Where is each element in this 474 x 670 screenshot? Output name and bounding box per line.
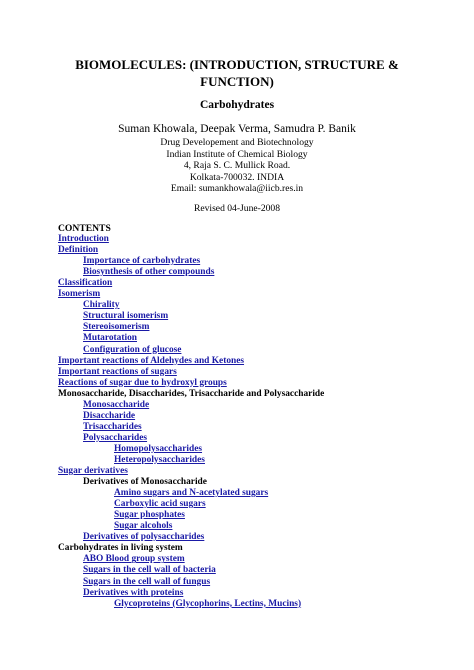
- toc-item[interactable]: [58, 599, 458, 610]
- toc-item[interactable]: [58, 378, 458, 389]
- toc-link[interactable]: Chirality: [83, 300, 120, 311]
- toc-item[interactable]: [58, 256, 458, 267]
- affiliation-line: Kolkata-700032. INDIA: [189, 171, 285, 183]
- toc-link[interactable]: Polysaccharides: [83, 432, 148, 443]
- toc-item[interactable]: [58, 455, 458, 466]
- toc-item[interactable]: [58, 433, 458, 444]
- toc-item[interactable]: [58, 333, 458, 344]
- toc-item: [58, 389, 458, 400]
- section-subtitle: Carbohydrates: [199, 99, 275, 111]
- toc-item[interactable]: [58, 356, 458, 367]
- toc-item[interactable]: [58, 510, 458, 521]
- toc-item[interactable]: [58, 367, 458, 378]
- affiliation-line: Indian Institute of Chemical Biology: [166, 148, 308, 160]
- affiliation-line: 4, Raja S. C. Mullick Road.: [183, 160, 291, 172]
- toc-item[interactable]: [58, 565, 458, 576]
- toc-item[interactable]: [58, 444, 458, 455]
- toc-link[interactable]: Introduction: [58, 234, 109, 245]
- toc-link[interactable]: Configuration of glucose: [83, 344, 182, 355]
- title-line-2: FUNCTION): [200, 74, 274, 89]
- toc-item[interactable]: [58, 278, 458, 289]
- affiliation-block: [0, 137, 474, 195]
- toc-link[interactable]: Reactions of sugar due to hydroxyl groups: [58, 377, 227, 388]
- toc-link[interactable]: Isomerism: [58, 289, 101, 300]
- toc-heading-text: Carbohydrates in living system: [58, 543, 183, 554]
- toc-link[interactable]: Derivatives with proteins: [83, 587, 184, 598]
- toc-item[interactable]: [58, 521, 458, 532]
- toc-link[interactable]: Stereoisomerism: [83, 322, 150, 333]
- toc-item[interactable]: [58, 488, 458, 499]
- toc-item[interactable]: [58, 322, 458, 333]
- document-title: [0, 56, 474, 90]
- affiliation-email: Email: sumankhowala@iicb.res.in: [170, 183, 304, 195]
- toc-link[interactable]: Sugar phosphates: [114, 510, 185, 521]
- toc-item[interactable]: [58, 400, 458, 411]
- toc-item[interactable]: [58, 466, 458, 477]
- toc-link[interactable]: Mutarotation: [83, 333, 137, 344]
- toc-item[interactable]: [58, 554, 458, 565]
- toc-link[interactable]: Heteropolysaccharides: [114, 454, 205, 465]
- toc-item: [58, 477, 458, 488]
- toc-link[interactable]: Monosaccharide: [83, 399, 150, 410]
- toc-heading-text: Monosaccharide, Disaccharides, Trisaccharide and Polysaccharide: [58, 388, 325, 399]
- table-of-contents: [58, 223, 458, 610]
- toc-item[interactable]: [58, 499, 458, 510]
- toc-link[interactable]: Sugars in the cell wall of bacteria: [83, 565, 216, 576]
- toc-link[interactable]: Glycoproteins (Glycophorins, Lectins, Mucins): [114, 598, 302, 609]
- toc-link[interactable]: ABO Blood group system: [83, 554, 185, 565]
- revision-date: Revised 04-June-2008: [193, 203, 281, 214]
- toc-link[interactable]: Trisaccharides: [83, 421, 142, 432]
- toc-item[interactable]: [58, 289, 458, 300]
- toc-item[interactable]: [58, 345, 458, 356]
- toc-link[interactable]: Sugar derivatives: [58, 466, 128, 477]
- affiliation-line: Drug Developement and Biotechnology: [160, 137, 314, 148]
- toc-link[interactable]: Disaccharide: [83, 410, 136, 421]
- toc-heading-text: Derivatives of Monosaccharide: [83, 477, 207, 488]
- toc-link[interactable]: Classification: [58, 278, 113, 289]
- contents-heading: CONTENTS: [58, 223, 111, 234]
- author-list: Suman Khowala, Deepak Verma, Samudra P. Banik: [118, 123, 356, 135]
- toc-item[interactable]: [58, 311, 458, 322]
- toc-item[interactable]: [58, 267, 458, 278]
- toc-link[interactable]: Biosynthesis of other compounds: [83, 267, 215, 278]
- toc-link[interactable]: Importance of carbohydrates: [83, 256, 201, 267]
- toc-item[interactable]: [58, 300, 458, 311]
- title-line-1: BIOMOLECULES: (INTRODUCTION, STRUCTURE &: [75, 57, 399, 72]
- toc-link[interactable]: Definition: [58, 245, 99, 256]
- toc-link[interactable]: Derivatives of polysaccharides: [83, 532, 205, 543]
- toc-link[interactable]: Important reactions of sugars: [58, 366, 177, 377]
- contents-list: [58, 234, 458, 610]
- toc-item[interactable]: [58, 532, 458, 543]
- toc-item[interactable]: [58, 234, 458, 245]
- toc-item[interactable]: [58, 245, 458, 256]
- toc-link[interactable]: Amino sugars and N-acetylated sugars: [114, 488, 269, 499]
- toc-link[interactable]: Carboxylic acid sugars: [114, 499, 206, 510]
- toc-link[interactable]: Structural isomerism: [83, 311, 169, 322]
- toc-link[interactable]: Sugars in the cell wall of fungus: [83, 576, 211, 587]
- toc-item[interactable]: [58, 411, 458, 422]
- toc-item[interactable]: [58, 422, 458, 433]
- toc-link[interactable]: Sugar alcohols: [114, 521, 173, 532]
- toc-item[interactable]: [58, 577, 458, 588]
- toc-link[interactable]: Important reactions of Aldehydes and Ketones: [58, 355, 245, 366]
- toc-item: [58, 543, 458, 554]
- toc-link[interactable]: Homopolysaccharides: [114, 443, 203, 454]
- toc-item[interactable]: [58, 588, 458, 599]
